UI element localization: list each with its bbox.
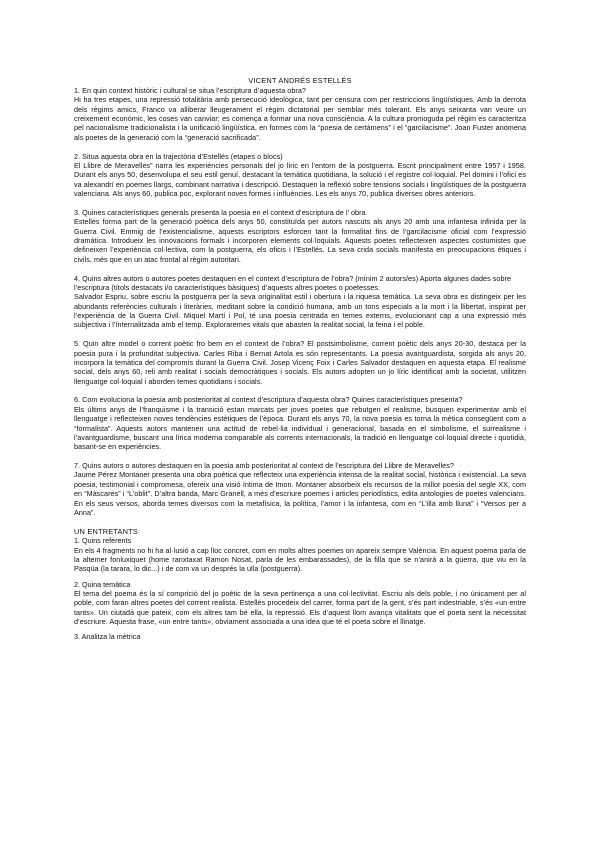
answer-4: Salvador Espriu, sobre escriu la postguerra per la seva originalitat estil i obertura i la riquesa temàtica. La seva obra es distingeix per les abundants referències culturals i literàries, meditant sobre la condició humana, amb un tons especials a la mort i la llibertat, inspirat per l’experiència de la Guerra Civil. Miquel Martí i Pol, té una poesia centrada en temes externs, evolucionant cap a una expressió més subjectiva i l’ínternalitzada amb el temp. Exploraremes vitals que abasten la realitat social, la feina i el poble. (74, 292, 526, 330)
section-question-3 (74, 208, 526, 264)
answer-tematica: El tema del poema és la sí comprició del jo poètic de la seva pertinença a una col·lectivitat. Escriu als dels poble, i no únicament per al poble, com faran altres poetes del corrent realista. Estellés procedeix del carrer, forma part de la gent, s’és part indestriable, s’és «un entre tants». Un ciutadà que pateix, com els altres tam bé ella, la repressió. Els d’aquest llom avança vitalitats que el poeta sent la necessitat d’escriure. Aquesta frase, «un entre tants», obviament associada a una idea que té el poeta sobre el llinatge. (74, 588, 526, 626)
document-title: VICENT ANDRÉS ESTELLÉS (248, 76, 352, 85)
section-heading-entretants: UN ENTRETANTS (74, 526, 139, 536)
question-6: 6. Com evoluciona la poesia amb posterioritat al context d’escriptura d’aquesta obra? Quines característiques presenta? (74, 395, 463, 405)
question-3: 3. Quines característiques generals presenta la poesia en el context d’escriptura de l’ obra (74, 207, 366, 217)
subheading-referents: 1. Quins referents (74, 536, 132, 546)
subheading-tematica: 2. Quina temàtica (74, 579, 131, 589)
answer-2: El Llibre de Meravelles” narra les experiències personals del jo líric en l’entorn de la postguerra. Escrit principalment entre 1957 i 1958. Durant els anys 50, desenvolupa el seu estil genuí, destacant la temàtica quotidiana, la solució i el registre col·loquial. Pel domini i l’ofici es va alexandrí en poemes llargs, combinant narrativa i descripció. Destaquen la reflexió sobre tensions socials i lingüístiques de la postguerra valenciana. Als anys 60, publica poc, explorant noves formes i influències. Les els anys 70, publica diverses obres anteriors. (74, 161, 526, 199)
answer-1: Hi ha tres etapes, una repressió totalitària amb persecució ideològica, tant per censura com per restriccions lingüístiques. Amb la derrota dels règims amics, Franco va alliberar lleugerament el règim dictatorial per semblar més tolerant. Els anys seixanta van veure un creixement econòmic, les coses van canviar; es comença a formar una nova consciència. A la cultura promoguda pel règim es caracteritza pel nacionalisme tradicionalista i la unificació lingüística, en formes com la “poesia de certàmens” i el “garcilacisme”. Joan Fuster anomena als poetes de la generació com la “generació sacrificada”. (74, 95, 526, 142)
section-question-6 (74, 395, 526, 451)
subheading-metrica: 3. Analitza la mètrica (74, 632, 141, 642)
question-7: 7. Quins autors o autores destaquen en la poesia amb posterioritat al context de l’escriptura del Llibre de Meravelles? (74, 461, 454, 471)
question-1: 1. En quin context històric i cultural se situa l’escriptura d’aquesta obra? (74, 86, 306, 95)
answer-3: Estellés forma part de la generació poètica dels anys 50, constituïda per autors nascuts als anys 20 amb una infantesa infinida per la Guerra Civil. Emmig de l’existencialisme, aquests escriptors esforcen tant la formalitat fins de l’garcilacisme oficial com l’expressió dramàtica. Introdueix les innovacions formals i incorporen elements col·loquials. Aquests poetes reflecteixen aspectes costumistes que defineixen l’experiència col·lectiva, com la postguerra, els oficis i l’Estellés. La seva crida socials manifesta en preocupacions ètiques i civils, més que en un atac frontal al règim autoritari. (74, 217, 526, 264)
section-question-4 (74, 274, 526, 330)
section-entretants (74, 527, 526, 642)
section-question-2 (74, 152, 526, 199)
question-4: 4. Quins altres autors o autores poetes destaquen en el context d’escriptura de l’obra? (mínim 2 autors/es) Aporta algunes dades sobre l’escriptura (títols destacats i/o característiques bàsiques) d’aquests altres poetes o poetesses. (74, 273, 512, 292)
question-5: 5. Quin altre model o corrent poètic fro bem en el context de l’obra? El postsimbolisme, corrent poètic dels anys 20-30, destaca per la poesia pura i la profunditat subjectiva. Carles Riba i Bernat Artola es són representants. La poesia avantguardista, sorgida als anys 20, incorpora la temàtica del compromís durant la Guerra Civil. Josep Vicenç Foix i Carles Salvador destaquen en aquesta etapa. El realisme social, dels anys 60, reli amb realitat i socials democràtiques i socials. Els autors adopten un jo líric identificat amb la societat, utilitzen llenguatge col·loquial i aborden temes quotidians i socials. (74, 339, 526, 386)
section-question-5 (74, 339, 526, 386)
answer-referents: En els 4 fragments no hi ha al·lusió a cap lloc concret, com en molts altres poemes on apareix sempre València. En aquest poema parla de la altemer fonluxiquet (home ranxtaxat Ramon Nosat, parla de les embarassades), de la filla que se n’anirà a la guerra, que viu en la Pasqüa (la tarara, lo dic...) i de com va un després la ulla (postguerra). (74, 545, 526, 574)
section-question-1 (74, 86, 526, 142)
question-2: 2. Situa aquesta obra en la trajectòria d’Estellés (etapes o blocs) (74, 151, 283, 161)
answer-7: Jaume Pérez Montaner presenta una obra poètica que reflecteix una experiència intensa de la realitat social, històrica i existencial. La seva poesia, testimonial i compromesa, ofereix una visió íntima de Imon. Montaner absorbeix els recursos de la millor poesia del segle XX, com en “Màscares” i “L’oblit”. D’altra banda, Marc Granell, a més d’escriure poemes i articles periodístics, edita antologies de poetes valencians. En els seus versos, aborda temes diversos com la metafísica, la política, l’amor i la infantesa, com en “L’illa amb lluna” i “Versos per a Anna”. (74, 470, 526, 517)
answer-6: Els últims anys de l’franquisme i la transició estan marcats per joves poetes que rebutgen el realisme, busquen experimentar amb el llenguatge i reflecteixen noves tendències estètiques de l’època. Durant els anys 70, la nova poesia es torna la mètica consegüent com a “formalista”. Aquests autors mantenen una actitud de rebel·lia individual i generacional, basada en el simbolisme, el surrealisme i l’avantguardisme, buscant una lírica moderna comparable als corrents internacionals, la tradició en llenguatge col·loquial directe i quotidià, basant-se en experiències. (74, 404, 526, 452)
section-question-7 (74, 461, 526, 517)
